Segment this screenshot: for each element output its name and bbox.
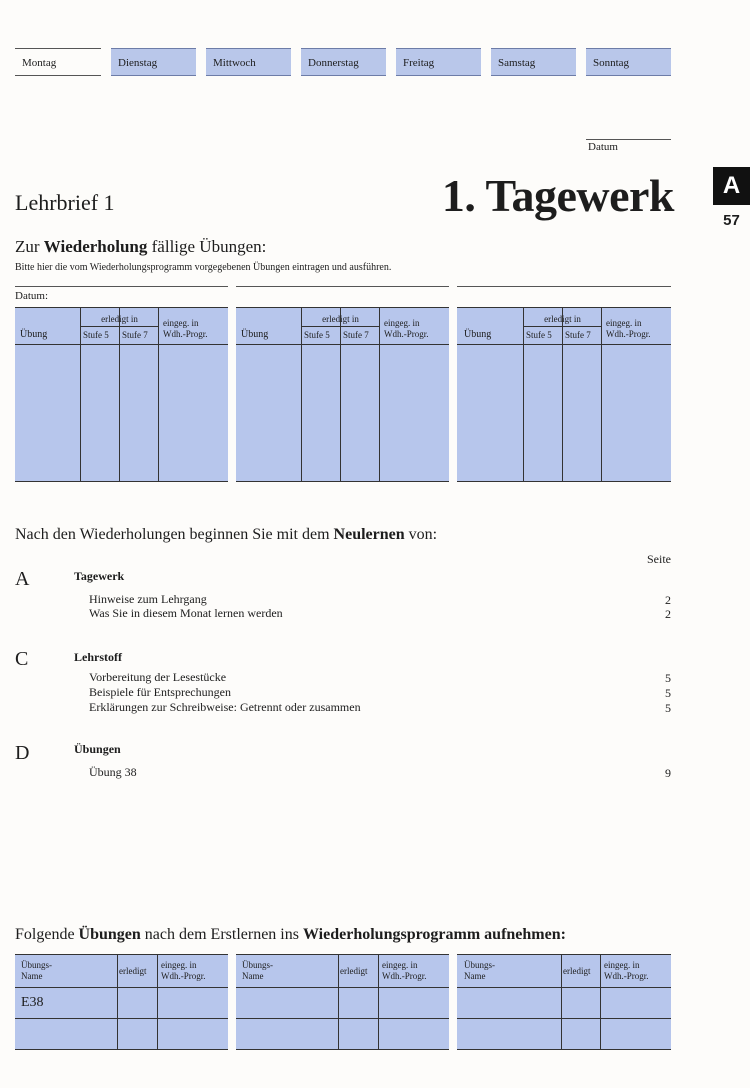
divider xyxy=(236,286,449,287)
review-table-2 xyxy=(236,307,449,482)
col-name: Name xyxy=(464,971,486,981)
heading-bold: Übungen xyxy=(78,926,141,943)
program-table-1 xyxy=(15,954,228,1050)
toc-item: Erklärungen zur Schreibweise: Getrennt oder zusammen xyxy=(89,700,361,714)
entry-value: E38 xyxy=(21,995,44,1010)
toc-page: 9 xyxy=(665,766,671,780)
bottom-heading xyxy=(15,926,566,944)
col-stufe5: Stufe 5 xyxy=(526,330,552,340)
heading-bold: Wiederholungsprogramm aufnehmen: xyxy=(302,926,566,943)
toc-item: Übung 38 xyxy=(89,765,137,779)
day-label: Samstag xyxy=(498,57,536,69)
day-label: Freitag xyxy=(403,57,435,69)
section-letter-a: A xyxy=(15,568,30,590)
program-table-3 xyxy=(457,954,671,1050)
day-tab-samstag xyxy=(491,48,576,76)
review-instruction: Bitte hier die vom Wiederholungsprogramm vorgegebenen Übungen eintragen und ausführen. xyxy=(15,262,392,273)
heading-text: Zur xyxy=(15,237,44,256)
divider xyxy=(15,286,228,287)
col-stufe7: Stufe 7 xyxy=(343,330,369,340)
col-stufe7: Stufe 7 xyxy=(565,330,591,340)
col-erledigt: erledigt xyxy=(563,966,591,976)
intro-text: von: xyxy=(404,526,438,543)
date-line xyxy=(586,139,671,140)
seite-label: Seite xyxy=(647,552,671,566)
heading-text: nach dem Erstlernen ins xyxy=(140,926,303,943)
col-erledigt: erledigt xyxy=(340,966,368,976)
page-number: 57 xyxy=(723,212,740,229)
section-letter-c: C xyxy=(15,648,29,670)
toc-page: 2 xyxy=(665,593,671,607)
col-stufe5: Stufe 5 xyxy=(304,330,330,340)
day-label: Sonntag xyxy=(593,57,630,69)
col-name: Name xyxy=(21,971,43,981)
col-uebung: Übung xyxy=(241,329,269,340)
day-tab-mittwoch xyxy=(206,48,291,76)
col-eingeg: eingeg. in xyxy=(384,318,420,328)
intro-text: Nach den Wiederholungen beginnen Sie mit dem xyxy=(15,526,334,543)
day-label: Montag xyxy=(22,57,57,69)
day-tab-dienstag xyxy=(111,48,196,76)
col-name: Übungs- xyxy=(21,960,52,970)
section-tab-letter: A xyxy=(713,167,750,205)
toc-page: 5 xyxy=(665,701,671,715)
lehrbrief-label: Lehrbrief 1 xyxy=(15,190,115,215)
col-wdh: Wdh.-Progr. xyxy=(382,971,427,981)
col-uebung: Übung xyxy=(464,329,492,340)
col-wdh: Wdh.-Progr. xyxy=(161,971,206,981)
col-name: Übungs- xyxy=(464,960,495,970)
col-erledigt: erledigt xyxy=(119,966,147,976)
col-eingeg: eingeg. in xyxy=(604,960,640,970)
toc-item: Vorbereitung der Lesestücke xyxy=(89,670,227,684)
col-erledigt: erledigt in xyxy=(101,314,138,324)
intro-bold: Neulernen xyxy=(333,526,405,543)
heading-text: fällige Übungen: xyxy=(147,237,267,256)
section-letter-d: D xyxy=(15,742,30,764)
section-title-lehrstoff: Lehrstoff xyxy=(74,650,122,664)
datum-field-label: Datum: xyxy=(15,290,48,302)
col-eingeg: eingeg. in xyxy=(382,960,418,970)
toc-page: 2 xyxy=(665,607,671,621)
col-wdh: Wdh.-Progr. xyxy=(163,329,208,339)
divider xyxy=(457,286,671,287)
heading-bold: Wiederholung xyxy=(43,237,148,256)
page-title: 1. Tagewerk xyxy=(441,170,674,221)
day-label: Mittwoch xyxy=(213,57,256,69)
col-uebung: Übung xyxy=(20,329,48,340)
section-title-uebungen: Übungen xyxy=(74,742,121,756)
day-tab-montag xyxy=(15,48,101,76)
day-label: Donnerstag xyxy=(308,57,359,69)
day-label: Dienstag xyxy=(118,57,158,69)
section-title-tagewerk: Tagewerk xyxy=(74,569,125,583)
col-stufe5: Stufe 5 xyxy=(83,330,109,340)
col-eingeg: eingeg. in xyxy=(161,960,197,970)
col-name: Übungs- xyxy=(242,960,273,970)
toc-page: 5 xyxy=(665,671,671,685)
day-tab-freitag xyxy=(396,48,481,76)
review-table-3 xyxy=(457,307,671,482)
date-label: Datum xyxy=(588,141,618,153)
col-wdh: Wdh.-Progr. xyxy=(606,329,651,339)
day-tab-donnerstag xyxy=(301,48,386,76)
toc-item: Hinweise zum Lehrgang xyxy=(89,592,207,606)
review-heading xyxy=(15,237,266,257)
new-learning-intro xyxy=(15,526,437,544)
col-erledigt: erledigt in xyxy=(544,314,581,324)
col-wdh: Wdh.-Progr. xyxy=(384,329,429,339)
toc-item: Beispiele für Entsprechungen xyxy=(89,685,231,699)
day-tab-sonntag xyxy=(586,48,671,76)
col-wdh: Wdh.-Progr. xyxy=(604,971,649,981)
col-eingeg: eingeg. in xyxy=(163,318,199,328)
toc-page: 5 xyxy=(665,686,671,700)
review-table-1 xyxy=(15,307,228,482)
heading-text: Folgende xyxy=(15,926,79,943)
col-name: Name xyxy=(242,971,264,981)
toc-item: Was Sie in diesem Monat lernen werden xyxy=(89,606,283,620)
col-erledigt: erledigt in xyxy=(322,314,359,324)
col-eingeg: eingeg. in xyxy=(606,318,642,328)
program-table-2 xyxy=(236,954,449,1050)
col-stufe7: Stufe 7 xyxy=(122,330,148,340)
